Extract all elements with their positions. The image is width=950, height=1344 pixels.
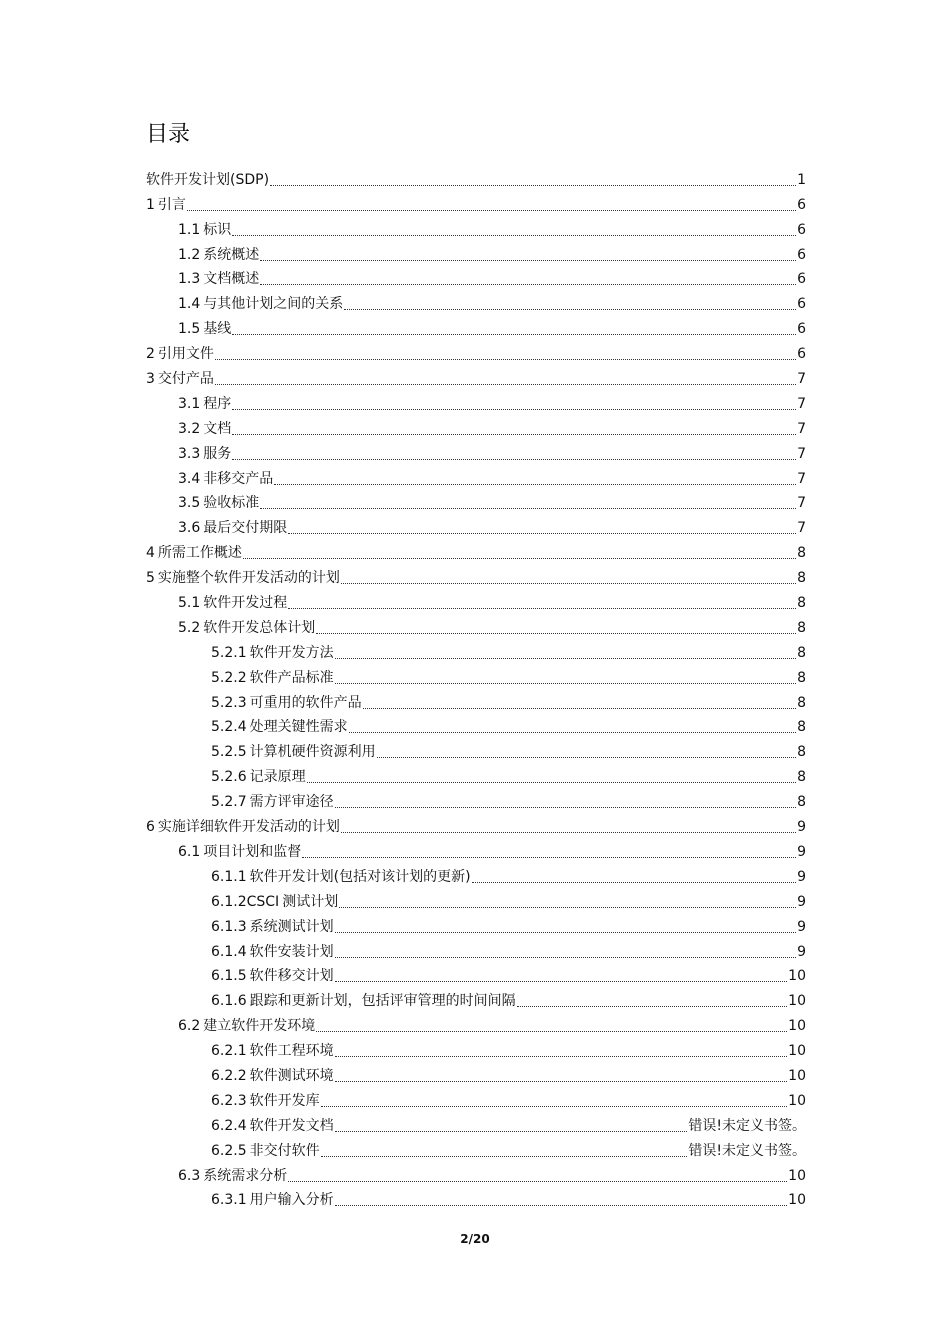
toc-leader-dots — [321, 1106, 788, 1107]
toc-entry[interactable] — [146, 191, 806, 216]
toc-leader-dots — [316, 1031, 787, 1032]
toc-entry-title: 软件开发过程 — [203, 595, 288, 612]
toc-entry-number: 3 — [146, 371, 155, 388]
toc-entry-page: 6 — [797, 221, 806, 238]
toc-entry[interactable] — [146, 266, 806, 291]
toc-entry-page: 8 — [797, 719, 806, 736]
toc-entry-page: 8 — [797, 794, 806, 811]
toc-leader-dots — [335, 1056, 788, 1057]
toc-entry-title: 建立软件开发环境 — [203, 1018, 316, 1035]
toc-entry-title: 系统测试计划 — [249, 918, 334, 935]
toc-entry-number: 6.3 — [178, 1167, 201, 1184]
toc-entry-title: 系统需求分析 — [203, 1167, 288, 1184]
toc-leader-dots — [349, 732, 796, 733]
toc-entry-page: 10 — [788, 1192, 806, 1209]
toc-entry[interactable] — [146, 340, 806, 365]
toc-entry-page: 6 — [797, 346, 806, 363]
toc-entry-title: 记录原理 — [249, 769, 306, 786]
toc-entry-title: 可重用的软件产品 — [249, 694, 362, 711]
toc-leader-dots — [274, 484, 796, 485]
toc-entry-page: 8 — [797, 694, 806, 711]
toc-leader-dots — [288, 608, 796, 609]
toc-leader-dots — [335, 807, 796, 808]
toc-entry-title: 软件开发计划(SDP) — [146, 171, 270, 188]
toc-leader-dots — [270, 185, 796, 186]
page-number: 2/20 — [460, 1232, 490, 1246]
toc-entry-title: 交付产品 — [157, 371, 214, 388]
toc-leader-dots — [335, 1205, 788, 1206]
toc-entry-page: 6 — [797, 296, 806, 313]
toc-entry-number: 5.2.2 — [211, 669, 247, 686]
toc-entry-number: 6.1.3 — [211, 918, 247, 935]
toc-entry-page: 8 — [797, 619, 806, 636]
toc-entry-title: 软件开发方法 — [249, 644, 334, 661]
toc-entry[interactable] — [146, 913, 806, 938]
toc-entry-number: 5.2.6 — [211, 769, 247, 786]
toc-entry-title: 标识 — [203, 221, 232, 238]
toc-entry-title: 引言 — [157, 196, 186, 213]
toc-entry[interactable] — [146, 1187, 806, 1212]
toc-entry-page: 6 — [797, 271, 806, 288]
toc-entry[interactable] — [146, 938, 806, 963]
toc-leader-dots — [232, 409, 796, 410]
toc-leader-dots — [288, 1181, 787, 1182]
toc-entry-page: 7 — [797, 445, 806, 462]
toc-entry-page: 8 — [797, 644, 806, 661]
toc-entry-number: 6.2.3 — [211, 1092, 247, 1109]
toc-entry[interactable] — [146, 315, 806, 340]
toc-entry-number: 4 — [146, 545, 155, 562]
toc-entry[interactable] — [146, 241, 806, 266]
toc-entry-title: 文档概述 — [203, 271, 260, 288]
toc-entry-page: 错误!未定义书签。 — [688, 1142, 806, 1159]
toc-entry-number: 6.1.1 — [211, 868, 247, 885]
toc-entry[interactable] — [146, 987, 806, 1012]
toc-entry[interactable] — [146, 1037, 806, 1062]
toc-entry-title: 最后交付期限 — [203, 520, 288, 537]
toc-entry-number: 6.2.1 — [211, 1043, 247, 1060]
toc-entry-title: 实施详细软件开发活动的计划 — [157, 819, 340, 836]
toc-entry-number: 1.3 — [178, 271, 201, 288]
toc-leader-dots — [341, 832, 796, 833]
toc-entry[interactable] — [146, 838, 806, 863]
toc-entry-title: 引用文件 — [157, 346, 214, 363]
toc-entry-page: 8 — [797, 595, 806, 612]
toc-entry[interactable] — [146, 415, 806, 440]
toc-entry[interactable] — [146, 216, 806, 241]
toc-entry-number: 6.2.4 — [211, 1117, 247, 1134]
toc-entry-number: 6.1.4 — [211, 943, 247, 960]
toc-entry[interactable] — [146, 639, 806, 664]
toc-leader-dots — [232, 334, 796, 335]
toc-entry-title: 程序 — [203, 395, 232, 412]
toc-entry[interactable] — [146, 664, 806, 689]
table-of-contents — [146, 166, 806, 1211]
toc-entry-page: 10 — [788, 968, 806, 985]
toc-entry[interactable] — [146, 1137, 806, 1162]
toc-entry-title: 系统概述 — [203, 246, 260, 263]
toc-entry[interactable] — [146, 763, 806, 788]
toc-entry-title: 文档 — [203, 420, 232, 437]
toc-entry-title: 软件安装计划 — [249, 943, 334, 960]
toc-entry-number: 5.1 — [178, 595, 201, 612]
toc-entry-title: 软件开发总体计划 — [203, 619, 316, 636]
toc-entry-page: 8 — [797, 545, 806, 562]
toc-entry-page: 10 — [788, 1043, 806, 1060]
toc-entry[interactable] — [146, 813, 806, 838]
toc-entry-number: 1 — [146, 196, 155, 213]
toc-entry-number: 1.5 — [178, 321, 201, 338]
toc-leader-dots — [341, 583, 796, 584]
toc-entry-title: 软件移交计划 — [249, 968, 334, 985]
toc-entry-number: 6.1.6 — [211, 993, 247, 1010]
toc-entry[interactable] — [146, 738, 806, 763]
toc-entry-title: 项目计划和监督 — [203, 843, 302, 860]
toc-leader-dots — [335, 981, 788, 982]
toc-entry-page: 10 — [788, 1018, 806, 1035]
toc-entry[interactable] — [146, 365, 806, 390]
toc-entry-number: 3.4 — [178, 470, 201, 487]
toc-leader-dots — [344, 309, 796, 310]
toc-leader-dots — [232, 459, 796, 460]
toc-entry[interactable] — [146, 888, 806, 913]
toc-entry-title: 服务 — [203, 445, 232, 462]
toc-entry-page: 8 — [797, 769, 806, 786]
toc-entry-number: 6.2.2 — [211, 1067, 247, 1084]
toc-leader-dots — [321, 1156, 688, 1157]
toc-entry-title: 测试计划 — [282, 893, 339, 910]
toc-entry-page: 7 — [797, 495, 806, 512]
toc-entry-title: 软件开发文档 — [249, 1117, 334, 1134]
toc-entry-page: 7 — [797, 470, 806, 487]
toc-entry-number: 1.2 — [178, 246, 201, 263]
toc-entry-number: 6.1.2CSCI — [211, 893, 280, 910]
toc-entry-title: 与其他计划之间的关系 — [203, 296, 344, 313]
toc-entry-title: 软件开发库 — [249, 1092, 320, 1109]
toc-entry[interactable] — [146, 514, 806, 539]
toc-leader-dots — [232, 235, 796, 236]
toc-entry-page: 10 — [788, 1067, 806, 1084]
toc-entry-page: 6 — [797, 246, 806, 263]
toc-entry-page: 1 — [797, 171, 806, 188]
toc-leader-dots — [335, 1081, 788, 1082]
toc-entry-number: 6.3.1 — [211, 1192, 247, 1209]
toc-leader-dots — [232, 434, 796, 435]
toc-entry-page: 6 — [797, 321, 806, 338]
toc-entry-page: 9 — [797, 819, 806, 836]
toc-entry-title: 所需工作概述 — [157, 545, 242, 562]
toc-leader-dots — [260, 508, 796, 509]
toc-entry-page: 6 — [797, 196, 806, 213]
toc-entry[interactable] — [146, 1162, 806, 1187]
toc-entry-number: 5.2.7 — [211, 794, 247, 811]
toc-entry-page: 10 — [788, 993, 806, 1010]
toc-entry-number: 3.1 — [178, 395, 201, 412]
toc-entry[interactable] — [146, 589, 806, 614]
toc-entry-title: 非交付软件 — [249, 1142, 320, 1159]
toc-entry-number: 5.2.3 — [211, 694, 247, 711]
toc-leader-dots — [307, 782, 796, 783]
toc-entry-page: 错误!未定义书签。 — [688, 1117, 806, 1134]
toc-entry-number: 5.2.4 — [211, 719, 247, 736]
toc-entry-title: 软件工程环境 — [249, 1043, 334, 1060]
toc-entry-number: 6.1 — [178, 843, 201, 860]
toc-leader-dots — [302, 857, 796, 858]
toc-entry-number: 3.3 — [178, 445, 201, 462]
toc-entry[interactable] — [146, 1112, 806, 1137]
toc-title: 目录 — [146, 122, 191, 147]
toc-entry-page: 9 — [797, 943, 806, 960]
toc-entry[interactable] — [146, 390, 806, 415]
toc-entry-title: 计算机硬件资源利用 — [249, 744, 376, 761]
toc-entry-title: 跟踪和更新计划，包括评审管理的时间间隔 — [249, 993, 516, 1010]
toc-entry-page: 9 — [797, 893, 806, 910]
toc-entry[interactable] — [146, 963, 806, 988]
toc-entry-number: 6.2.5 — [211, 1142, 247, 1159]
toc-leader-dots — [335, 683, 796, 684]
toc-entry-number: 6.2 — [178, 1018, 201, 1035]
toc-entry-page: 8 — [797, 744, 806, 761]
toc-entry[interactable] — [146, 166, 806, 191]
toc-entry[interactable] — [146, 490, 806, 515]
toc-leader-dots — [363, 708, 796, 709]
toc-entry[interactable] — [146, 1062, 806, 1087]
toc-leader-dots — [517, 1006, 788, 1007]
toc-entry[interactable] — [146, 465, 806, 490]
toc-entry-title: 实施整个软件开发活动的计划 — [157, 570, 340, 587]
toc-entry-number: 3.6 — [178, 520, 201, 537]
toc-entry-number: 3.5 — [178, 495, 201, 512]
toc-entry[interactable] — [146, 614, 806, 639]
toc-entry[interactable] — [146, 290, 806, 315]
toc-entry-page: 10 — [788, 1167, 806, 1184]
toc-leader-dots — [316, 633, 796, 634]
toc-entry-page: 7 — [797, 395, 806, 412]
toc-entry-number: 1.4 — [178, 296, 201, 313]
toc-leader-dots — [260, 284, 796, 285]
toc-entry-number: 5.2.5 — [211, 744, 247, 761]
toc-entry-page: 9 — [797, 868, 806, 885]
toc-entry-title: 需方评审途径 — [249, 794, 334, 811]
toc-entry-title: 软件开发计划(包括对该计划的更新) — [249, 868, 471, 885]
toc-entry[interactable] — [146, 539, 806, 564]
toc-entry[interactable] — [146, 1012, 806, 1037]
toc-entry-page: 7 — [797, 371, 806, 388]
toc-entry-title: 软件产品标准 — [249, 669, 334, 686]
toc-entry-title: 非移交产品 — [203, 470, 274, 487]
toc-leader-dots — [377, 757, 796, 758]
toc-leader-dots — [472, 882, 797, 883]
toc-entry-number: 2 — [146, 346, 155, 363]
toc-leader-dots — [335, 658, 796, 659]
toc-entry[interactable] — [146, 863, 806, 888]
toc-entry[interactable] — [146, 440, 806, 465]
toc-entry-page: 7 — [797, 420, 806, 437]
toc-leader-dots — [335, 957, 796, 958]
toc-entry-number: 5 — [146, 570, 155, 587]
toc-entry-number: 3.2 — [178, 420, 201, 437]
toc-leader-dots — [243, 558, 796, 559]
toc-entry-page: 7 — [797, 520, 806, 537]
toc-entry-number: 6 — [146, 819, 155, 836]
toc-entry-page: 9 — [797, 918, 806, 935]
toc-entry-number: 1.1 — [178, 221, 201, 238]
toc-entry[interactable] — [146, 714, 806, 739]
toc-leader-dots — [187, 210, 796, 211]
toc-entry-number: 5.2.1 — [211, 644, 247, 661]
toc-entry[interactable] — [146, 1087, 806, 1112]
toc-leader-dots — [335, 1131, 688, 1132]
toc-entry-page: 9 — [797, 843, 806, 860]
toc-entry-title: 处理关键性需求 — [249, 719, 348, 736]
toc-leader-dots — [260, 260, 796, 261]
toc-entry-number: 6.1.5 — [211, 968, 247, 985]
toc-entry-title: 验收标准 — [203, 495, 260, 512]
toc-entry-page: 10 — [788, 1092, 806, 1109]
toc-entry-title: 用户输入分析 — [249, 1192, 334, 1209]
toc-entry[interactable] — [146, 689, 806, 714]
toc-leader-dots — [335, 932, 796, 933]
toc-leader-dots — [288, 533, 796, 534]
toc-entry-title: 基线 — [203, 321, 232, 338]
toc-entry[interactable] — [146, 564, 806, 589]
toc-entry-page: 8 — [797, 570, 806, 587]
toc-leader-dots — [215, 384, 796, 385]
toc-entry[interactable] — [146, 788, 806, 813]
toc-entry-page: 8 — [797, 669, 806, 686]
toc-entry-title: 软件测试环境 — [249, 1067, 334, 1084]
toc-leader-dots — [339, 907, 796, 908]
toc-leader-dots — [215, 359, 796, 360]
toc-entry-number: 5.2 — [178, 619, 201, 636]
